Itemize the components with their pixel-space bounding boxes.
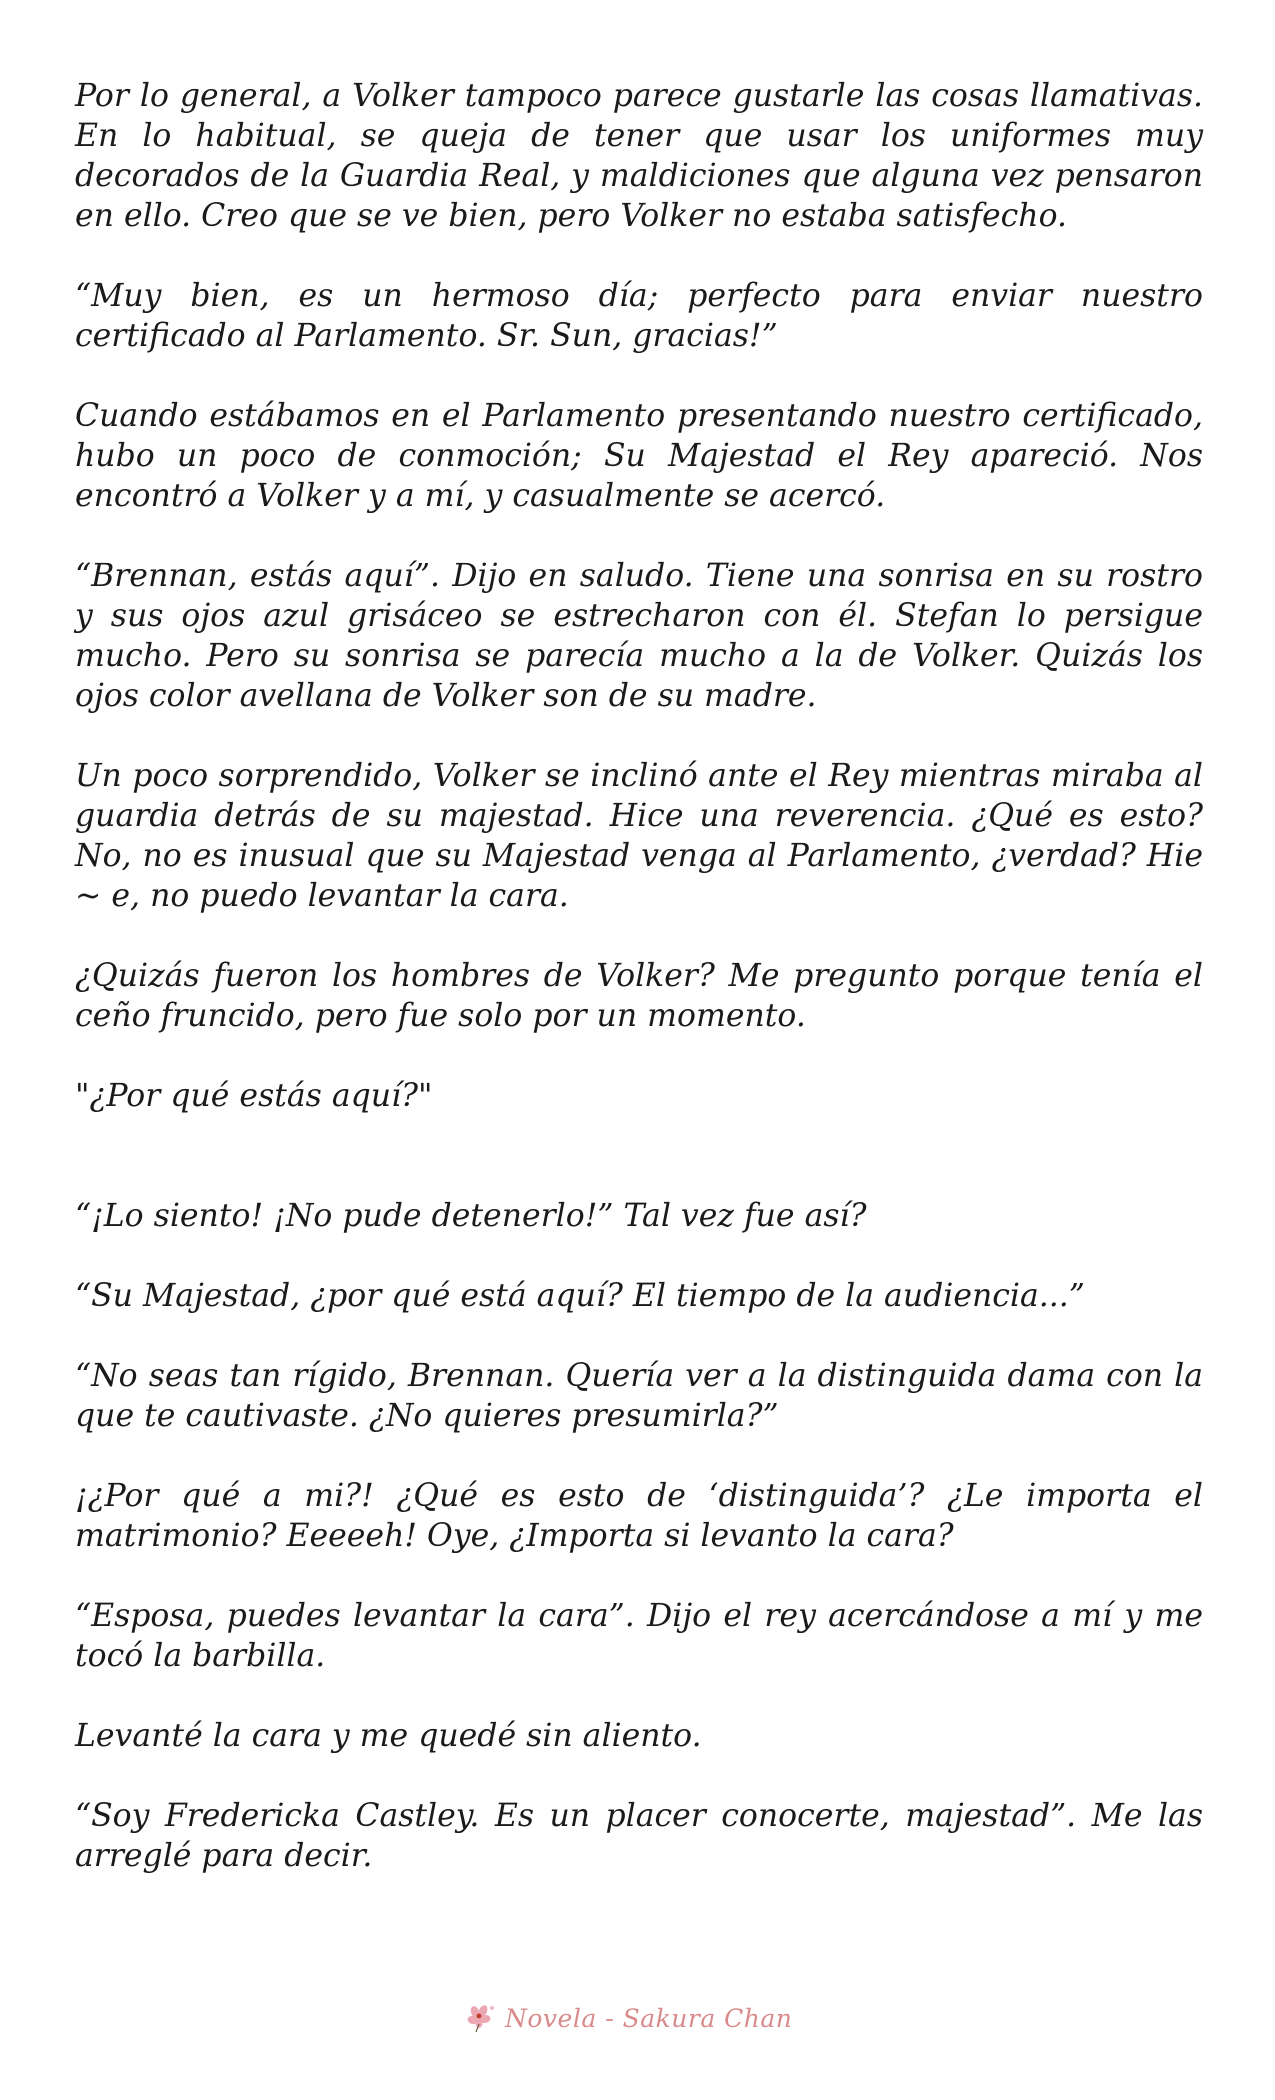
paragraph-12: “Esposa, puedes levantar la cara”. Dijo el rey acercándose a mí y me tocó la barbilla. [75, 1598, 1203, 1674]
paragraph-11: ¡¿Por qué a mi?! ¿Qué es esto de ‘distinguida’? ¿Le importa el matrimonio? Eeeeeh! Oye, ¿Importa si levanto la cara? [75, 1478, 1203, 1554]
paragraph-7: "¿Por qué estás aquí?" [75, 1078, 433, 1114]
paragraph-14: “Soy Fredericka Castley. Es un placer conocerte, majestad”. Me las arreglé para decir. [75, 1798, 1203, 1874]
watermark-text: Novela - Sakura Chan [505, 2003, 793, 2033]
paragraph-2: “Muy bien, es un hermoso día; perfecto para enviar nuestro certificado al Parlamento. Sr. Sun, gracias!” [75, 278, 1203, 354]
paragraph-9: “Su Majestad, ¿por qué está aquí? El tiempo de la audiencia...” [75, 1278, 1085, 1314]
paragraph-3: Cuando estábamos en el Parlamento presentando nuestro certificado, hubo un poco de conmoción; Su Majestad el Rey apareció. Nos encontró a Volker y a mí, y casualmente se acercó. [75, 398, 1203, 514]
paragraph-4: “Brennan, estás aquí”. Dijo en saludo. Tiene una sonrisa en su rostro y sus ojos azul grisáceo se estrecharon con él. Stefan lo persigue mucho. Pero su sonrisa se parecía mucho a la de Volker. Quizás los ojos color avellana de Volker son de su madre. [75, 558, 1203, 714]
document-body [75, 76, 1203, 1916]
paragraph-8: “¡Lo siento! ¡No pude detenerlo!” Tal vez fue así? [75, 1198, 867, 1234]
blank-gap [75, 1156, 1203, 1196]
watermark [463, 1998, 792, 2038]
paragraph-13: Levanté la cara y me quedé sin aliento. [75, 1718, 702, 1754]
paragraph-6: ¿Quizás fueron los hombres de Volker? Me pregunto porque tenía el ceño fruncido, pero fue solo por un momento. [75, 958, 1203, 1034]
sakura-flower-icon [463, 2002, 499, 2034]
paragraph-5: Un poco sorprendido, Volker se inclinó ante el Rey mientras miraba al guardia detrás de su majestad. Hice una reverencia. ¿Qué es esto? No, no es inusual que su Majestad venga al Parlamento, ¿verdad? Hie ~ e, no puedo levantar la cara. [75, 758, 1203, 914]
paragraph-10: “No seas tan rígido, Brennan. Quería ver a la distinguida dama con la que te cautivaste. ¿No quieres presumirla?” [75, 1358, 1203, 1434]
paragraph-1: Por lo general, a Volker tampoco parece gustarle las cosas llamativas. En lo habitual, se queja de tener que usar los uniformes muy decorados de la Guardia Real, y maldiciones que alguna vez pensaron en ello. Creo que se ve bien, pero Volker no estaba satisfecho. [75, 78, 1203, 234]
